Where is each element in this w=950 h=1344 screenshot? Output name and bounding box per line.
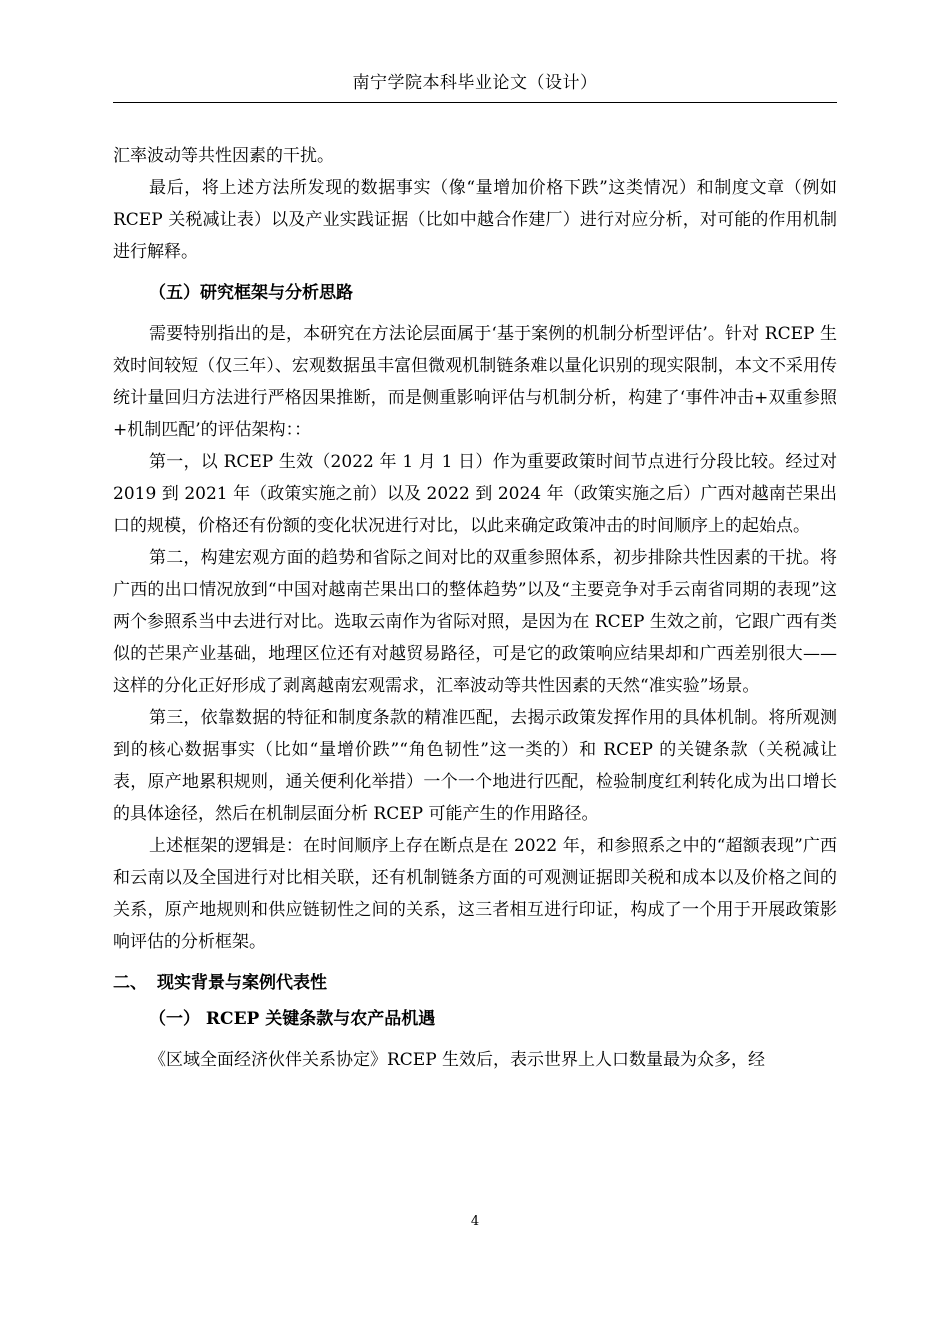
page-body bbox=[113, 140, 837, 1076]
paragraph-finally: 最后，将上述方法所发现的数据事实（像“量增加价格下跌”这类情况）和制度文章（例如 RCEP 关税减让表）以及产业实践证据（比如中越合作建厂）进行对应分析，对可能的作用机制进行解释。 bbox=[113, 178, 837, 262]
section-5-heading: （五）研究框架与分析思路 bbox=[149, 283, 353, 303]
paragraph-continuation: 汇率波动等共性因素的干扰。 bbox=[113, 146, 334, 166]
section-5-paragraph-third: 第三，依靠数据的特征和制度条款的精准匹配，去揭示政策发挥作用的具体机制。将所观测到的核心数据事实（比如“量增价跌”“角色韧性”这一类的）和 RCEP 的关键条款（关税减让表，原产地累积规则，通关便利化举措）一个一个地进行匹配，检验制度红利转化成为出口增长的具体途径，然后在机制层面分析 RCEP 可能产生的作用路径。 bbox=[113, 708, 837, 824]
chapter-2-number: 二、 bbox=[113, 973, 147, 993]
chapter-2-sub-1-heading: （一） RCEP 关键条款与农产品机遇 bbox=[149, 1009, 436, 1029]
chapter-2-title: 现实背景与案例代表性 bbox=[157, 973, 327, 993]
page-header bbox=[113, 72, 837, 103]
section-5-paragraph-first: 第一，以 RCEP 生效（2022 年 1 月 1 日）作为重要政策时间节点进行分段比较。经过对 2019 到 2021 年（政策实施之前）以及 2022 到 2024 年（政策实施之后）广西对越南芒果出口的规模，价格还有份额的变化状况进行对比，以此来确定政策冲击的时间顺序上的起始点。 bbox=[113, 452, 837, 536]
header-title: 南宁学院本科毕业论文（设计） bbox=[352, 73, 598, 93]
section-5-paragraph-logic: 上述框架的逻辑是：在时间顺序上存在断点是在 2022 年，和参照系之中的“超额表现”广西和云南以及全国进行对比相关联，还有机制链条方面的可观测证据即关税和成本以及价格之间的关系，原产地规则和供应链韧性之间的关系，这三者相互进行印证，构成了一个用于开展政策影响评估的分析框架。 bbox=[113, 836, 837, 952]
section-5-paragraph-intro: 需要特别指出的是，本研究在方法论层面属于‘基于案例的机制分析型评估’。针对 RCEP 生效时间较短（仅三年）、宏观数据虽丰富但微观机制链条难以量化识别的现实限制，本文不采用传统计量回归方法进行严格因果推断，而是侧重影响评估与机制分析，构建了‘事件冲击+双重参照+机制匹配’的评估架构：： bbox=[113, 324, 837, 440]
chapter-2-heading bbox=[113, 972, 837, 994]
section-5-paragraph-second: 第二，构建宏观方面的趋势和省际之间对比的双重参照体系，初步排除共性因素的干扰。将广西的出口情况放到“中国对越南芒果出口的整体趋势”以及“主要竞争对手云南省同期的表现”这两个参照系当中去进行对比。选取云南作为省际对照，是因为在 RCEP 生效之前，它跟广西有类似的芒果产业基础，地理区位还有对越贸易路径，可是它的政策响应结果却和广西差别很大——这样的分化正好形成了剥离越南宏观需求，汇率波动等共性因素的天然“准实验”场景。 bbox=[113, 548, 837, 696]
chapter-2-sub-1-paragraph: 《区域全面经济伙伴关系协定》RCEP 生效后，表示世界上人口数量最为众多，经 bbox=[149, 1050, 766, 1070]
page-number: 4 bbox=[470, 1214, 480, 1229]
